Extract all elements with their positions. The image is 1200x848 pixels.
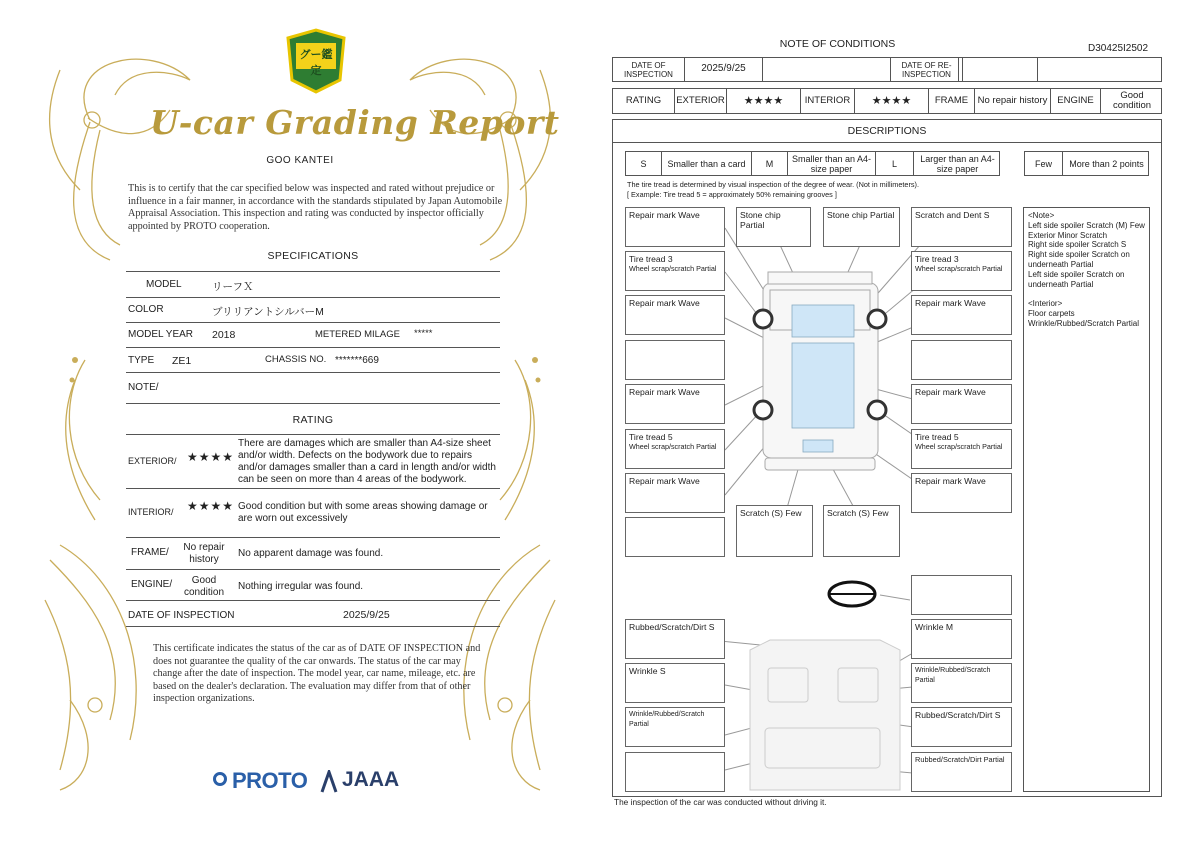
box-interior-right-2: Wrinkle/Rubbed/Scratch Partial (911, 663, 1012, 703)
box-right-3: Repair mark Wave (911, 295, 1012, 335)
certificate-intro: This is to certify that the car specified below was inspected and rated without prejudice or influence in a fair manner, in accordance with the standards stipulated by Japan Automobile Appraisal Association. This inspection and rating was conducted by inspector officially appointed by PROTO cooperation. (128, 183, 503, 232)
box-interior-right-3: Rubbed/Scratch/Dirt S (911, 707, 1012, 747)
badge-text: グー鑑定 (299, 49, 333, 77)
conditions-footer: The inspection of the car was conducted without driving it. (614, 797, 827, 807)
tire-tread-label: Tire tread 3 (629, 254, 673, 264)
box-tire-front-right (911, 251, 1012, 291)
interior-stars: ★★★★ (187, 499, 235, 513)
note-line (1028, 289, 1145, 299)
legend-few: Few (1025, 152, 1063, 175)
color-value: ブリリアントシルバーM (212, 306, 324, 318)
tread-example: [ Example: Tire tread 5 = approximately 50% remaining grooves ] (627, 190, 837, 199)
date-of-inspection-label: DATE OF INSPECTION (613, 58, 685, 81)
note-line: Wrinkle/Rubbed/Scratch Partial (1028, 318, 1140, 328)
conditions-title: NOTE OF CONDITIONS (779, 38, 896, 50)
metered-mileage-label: METERED MILAGE (315, 329, 400, 340)
box-interior-left-1: Rubbed/Scratch/Dirt S (625, 619, 725, 659)
notes-panel (1023, 207, 1150, 792)
jaaa-logo-icon (318, 770, 340, 794)
model-label: MODEL (146, 279, 182, 290)
chassis-label: CHASSIS NO. (265, 354, 327, 365)
document-id: D30425I2502 (1088, 43, 1149, 54)
descriptions-heading: DESCRIPTIONS (612, 119, 1162, 143)
legend-l: L (876, 152, 914, 175)
date-label: DATE OF INSPECTION (128, 610, 235, 621)
exterior-stars-right: ★★★★ (727, 89, 801, 113)
model-year-label: MODEL YEAR (128, 329, 194, 340)
steering-wheel-icon (829, 582, 875, 606)
note-label: NOTE/ (128, 382, 159, 393)
exterior-stars: ★★★★ (187, 450, 235, 464)
exterior-description: There are damages which are smaller than A4-size sheet and/or width. Defects on the bodywork due to repairs and/or damages smaller than a card in length and/or width can be seen on more than 4 areas of the bodywork. (238, 438, 496, 485)
rating-label: RATING (613, 89, 675, 113)
box-right-4 (911, 340, 1012, 380)
box-interior-left-2: Wrinkle S (625, 663, 725, 703)
box-interior-right-1: Wrinkle M (911, 619, 1012, 659)
box-stone-chip-1: Stone chip Partial (736, 207, 811, 247)
frame-value: No repair history (183, 542, 225, 565)
specifications-heading: SPECIFICATIONS (267, 250, 359, 262)
model-year-value: 2018 (212, 329, 236, 341)
chassis-value: *******669 (335, 355, 379, 366)
box-front-right: Scratch and Dent S (911, 207, 1012, 247)
engine-label: ENGINE/ (131, 579, 173, 590)
wheel-scratch-label: Wheel scrap/scratch Partial (915, 264, 1003, 273)
type-value: ZE1 (172, 355, 192, 367)
interior-stars-right: ★★★★ (855, 89, 929, 113)
box-stone-chip-2: Stone chip Partial (823, 207, 900, 247)
box-right-7: Repair mark Wave (911, 473, 1012, 513)
tire-tread-label: Tire tread 5 (629, 432, 673, 442)
frame-label-right: FRAME (929, 89, 975, 113)
note-line: Exterior Minor Scratch (1028, 230, 1108, 240)
box-rear-1: Scratch (S) Few (736, 505, 813, 557)
frame-label: FRAME/ (131, 547, 169, 558)
tire-tread-label: Tire tread 5 (915, 432, 959, 442)
note-of-conditions (600, 0, 1200, 848)
interior-label-right: INTERIOR (801, 89, 855, 113)
box-left-7: Repair mark Wave (625, 473, 725, 513)
legend-l-desc: Larger than an A4-size paper (920, 153, 995, 174)
box-right-5: Repair mark Wave (911, 384, 1012, 424)
proto-logo-icon (213, 772, 227, 786)
legend-s-desc: Smaller than a card (662, 152, 752, 175)
tread-note: The tire tread is determined by visual inspection of the degree of wear. (Not in millimeters). (627, 180, 920, 189)
certificate-footer: This certificate indicates the status of the car as of DATE OF INSPECTION and does not guarantee the quality of the car onwards. The status of the car may change after the date of inspection. The model year, car name, mileage, etc. are based on the dealer's declaration. The evaluation may differ from that of other inspection organizations. (153, 643, 481, 705)
box-tire-rear-left (625, 429, 725, 469)
type-label: TYPE (128, 355, 155, 366)
interior-description: Good condition but with some areas showing damage or are worn out excessively (238, 501, 488, 524)
note-line: <Note> (1028, 211, 1055, 220)
note-line: <Interior> (1028, 299, 1063, 309)
box-left-5: Repair mark Wave (625, 384, 725, 424)
legend-m-desc: Smaller than an A4-size paper (788, 152, 876, 175)
model-value: リーフＸ (212, 281, 254, 293)
jaaa-logo: JAAA (342, 768, 400, 791)
engine-value: Good condition (183, 575, 225, 598)
box-interior-right-4: Rubbed/Scratch/Dirt Partial (911, 752, 1012, 792)
legend-m: M (752, 152, 788, 175)
note-line: Right side spoiler Scratch on underneath Partial (1028, 250, 1130, 269)
note-line: Left side spoiler Scratch on underneath Partial (1028, 269, 1125, 289)
wheel-scratch-label: Wheel scrap/scratch Partial (629, 264, 717, 273)
exterior-label: EXTERIOR/ (128, 456, 177, 466)
box-left-3: Repair mark Wave (625, 295, 725, 335)
frame-value-right: No repair history (975, 89, 1051, 113)
frame-description: No apparent damage was found. (238, 548, 384, 559)
rating-heading: RATING (292, 414, 334, 426)
box-interior-left-3: Wrinkle/Rubbed/Scratch Partial (625, 707, 725, 747)
box-left-4 (625, 340, 725, 380)
box-rear-2: Scratch (S) Few (823, 505, 900, 557)
engine-label-right: ENGINE (1051, 89, 1101, 113)
box-tire-front-left (625, 251, 725, 291)
date-value: 2025/9/25 (343, 609, 390, 621)
note-line: Left side spoiler Scratch (M) Few (1028, 220, 1145, 230)
box-front-left: Repair mark Wave (625, 207, 725, 247)
box-steering (911, 575, 1012, 615)
proto-logo: PROTO (232, 768, 308, 793)
legend-s: S (626, 152, 662, 175)
engine-description: Nothing irregular was found. (238, 581, 364, 592)
box-left-8 (625, 517, 725, 557)
interior-label: INTERIOR/ (128, 507, 174, 517)
date-of-inspection-value: 2025/9/25 (685, 58, 763, 81)
color-label: COLOR (128, 304, 164, 315)
certificate-title: U-car Grading Report (150, 103, 560, 142)
note-line: Floor carpets (1028, 309, 1075, 319)
exterior-label-right: EXTERIOR (675, 89, 727, 113)
wheel-scratch-label: Wheel scrap/scratch Partial (629, 442, 717, 451)
tire-tread-label: Tire tread 3 (915, 254, 959, 264)
metered-mileage-value: ***** (414, 328, 433, 339)
legend-few-desc: More than 2 points (1069, 158, 1144, 169)
note-line: Right side spoiler Scratch S (1028, 240, 1127, 250)
engine-value-right: Good condition (1112, 89, 1152, 111)
wheel-scratch-label: Wheel scrap/scratch Partial (915, 442, 1003, 451)
certificate-subtitle: GOO KANTEI (266, 155, 334, 166)
box-interior-left-4 (625, 752, 725, 792)
box-tire-rear-right (911, 429, 1012, 469)
date-of-reinspection-label: DATE OF RE-INSPECTION (891, 58, 963, 81)
